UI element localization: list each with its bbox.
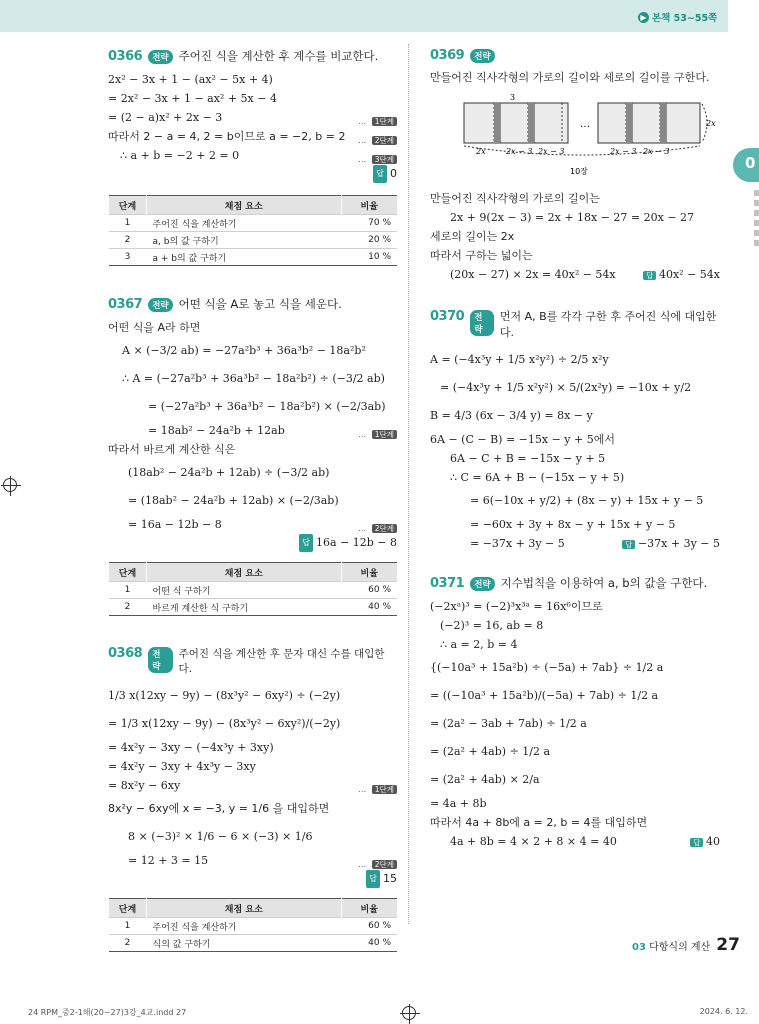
overlap-label: 3	[510, 93, 516, 102]
strategy-tag: 전략	[470, 310, 494, 336]
solution-line: = −37x + 3y − 5 답 −37x + 3y − 5	[430, 534, 720, 553]
answer: 답 0	[108, 165, 397, 183]
solution-line: = −60x + 3y + 8x − y + 15x + y − 5	[470, 518, 676, 531]
solution-line: = ((−10a³ + 15a²b)/(−5a) + 7ab) ÷ 1/2 a	[430, 689, 659, 702]
table-row: 3 a + b의 값 구하기 10 %	[109, 249, 398, 266]
solution-line: 2x² − 3x + 1 − (ax² − 5x + 4)	[108, 73, 273, 86]
strategy-tag: 전략	[470, 49, 494, 63]
page-number: 27	[716, 935, 740, 955]
solution-line: = 12 + 3 = 15 … 2단계	[108, 851, 397, 870]
solution-line: 세로의 길이는 2x	[430, 230, 515, 243]
solution-line: A = (−4x³y + 1/5 x²y²) ÷ 2/5 x²y	[430, 353, 609, 366]
page-footer	[632, 935, 740, 955]
strategy-tag: 전략	[470, 577, 494, 591]
table-row: 1 주어진 식을 계산하기 70 %	[109, 215, 398, 232]
grading-table: 단계 채점 요소 비율 1 주어진 식을 계산하기 70 % 2 a, b의 값 구하기 20 % 3 a + b의 값 구하기 10 %	[108, 195, 397, 266]
print-info: 24 RPM_중2-1해(20~27)3강_4교.indd 27 2024. 6. 12.	[28, 1007, 748, 1017]
answer: 답 40x² − 54x	[640, 265, 720, 285]
solution-line: ∴ C = 6A + B − (−15x − y + 5)	[450, 471, 625, 484]
problem-0369	[430, 48, 720, 284]
answer: 답 −37x + 3y − 5	[619, 534, 720, 554]
count-label: 10장	[570, 167, 588, 176]
table-row: 1 주어진 식을 계산하기 60 %	[109, 918, 398, 935]
arrow-right-icon: ▶	[638, 12, 649, 23]
solution-line: {(−10a³ + 15a²b) ÷ (−5a) + 7ab} ÷ 1/2 a	[430, 661, 664, 674]
problem-number: 0370	[430, 309, 465, 324]
table-row: 2 바르게 계산한 식 구하기 40 %	[109, 599, 398, 616]
problem-number: 0367	[108, 297, 143, 312]
solution-line: = 2x² − 3x + 1 − ax² + 5x − 4	[108, 92, 277, 105]
answer: 답 40	[687, 832, 720, 852]
solution-line: B = 4/3 (6x − 3/4 y) = 8x − y	[430, 409, 593, 422]
solution-line: = 18ab² − 24a²b + 12ab … 1단계	[108, 421, 397, 440]
answer-icon: 답	[643, 271, 656, 280]
strategy-tag: 전략	[148, 50, 172, 64]
solution-line: (−2)³ = 16, ab = 8	[440, 619, 544, 632]
width-label: 2x − 3	[538, 147, 565, 156]
strategy-tag: 전략	[148, 647, 172, 673]
problem-number: 0366	[108, 49, 143, 64]
solution-line: ∴ A = (−27a²b³ + 36a³b² − 18a²b²) ÷ (−3/2 ab)	[122, 372, 385, 385]
rectangles-figure	[430, 92, 720, 182]
solution-line: (18ab² − 24a²b + 12ab) ÷ (−3/2 ab)	[128, 466, 330, 479]
side-decoration	[754, 190, 759, 250]
solution-line: 따라서 2 − a = 4, 2 = b이므로 a = −2, b = 2 … 2단계	[108, 127, 397, 146]
step-marker: … 1단계	[358, 780, 397, 799]
solution-line: = 4x²y − 3xy + 4x³y − 3xy	[108, 760, 256, 773]
table-row: 2 식의 값 구하기 40 %	[109, 935, 398, 952]
solution-line: = (18ab² − 24a²b + 12ab) × (−2/3ab)	[128, 494, 339, 507]
solution-line: = 1/3 x(12xy − 9y) − (8x³y² − 6xy²)/(−2y)	[108, 717, 341, 730]
solution-line: 6A − C + B = −15x − y + 5	[450, 452, 606, 465]
chapter-side-tab: 0	[733, 148, 759, 182]
solution-line: 2x + 9(2x − 3) = 2x + 18x − 27 = 20x − 27	[450, 211, 695, 224]
right-column	[430, 48, 720, 851]
width-label: 2x − 3	[610, 147, 637, 156]
step-marker: … 2단계	[358, 131, 397, 150]
problem-strategy: 어떤 식을 A로 놓고 식을 세운다.	[178, 297, 342, 311]
solution-line: = (2a² + 4ab) ÷ 1/2 a	[430, 745, 551, 758]
solution-line: = 8x²y − 6xy … 1단계	[108, 776, 397, 795]
left-column	[108, 48, 397, 952]
solution-line: = (−4x³y + 1/5 x²y²) × 5/(2x²y) = −10x + y/2	[440, 381, 692, 394]
table-row: 1 어떤 식 구하기 60 %	[109, 582, 398, 599]
answer-icon: 답	[690, 838, 703, 847]
problem-strategy: 주어진 식을 계산한 후 계수를 비교한다.	[178, 49, 379, 63]
problem-strategy: 주어진 식을 계산한 후 문자 대신 수를 대입한다.	[178, 648, 385, 675]
ellipsis: …	[580, 119, 590, 130]
solution-line: 따라서 구하는 넓이는	[430, 249, 533, 262]
width-label: 2x − 3	[643, 147, 670, 156]
problem-strategy: 만들어진 직사각형의 가로의 길이와 세로의 길이를 구한다.	[430, 71, 710, 84]
problem-number: 0369	[430, 48, 465, 63]
step-marker: … 1단계	[358, 425, 397, 444]
solution-line: 6A − (C − B) = −15x − y + 5에서	[430, 433, 615, 446]
answer: 답 16a − 12b − 8	[108, 534, 397, 552]
solution-line: = 16a − 12b − 8 … 2단계	[108, 515, 397, 534]
solution-line: 어떤 식을 A라 하면	[108, 321, 201, 334]
registration-mark-icon	[3, 478, 17, 492]
solution-line: = 6(−10x + y/2) + (8x − y) + 15x + y − 5	[470, 494, 704, 507]
solution-line: 8 × (−3)² × 1/6 − 6 × (−3) × 1/6	[128, 830, 313, 843]
solution-line: ∴ a = 2, b = 4	[440, 638, 518, 651]
grading-table: 단계 채점 요소 비율 1 주어진 식을 계산하기 60 % 2 식의 값 구하기 40 %	[108, 898, 397, 952]
solution-line: 따라서 4a + 8b에 a = 2, b = 4를 대입하면	[430, 816, 648, 829]
solution-line: = (2a² + 4ab) × 2/a	[430, 773, 540, 786]
solution-line: 1/3 x(12xy − 9y) − (8x³y² − 6xy²) ÷ (−2y)	[108, 689, 341, 702]
solution-line: 만들어진 직사각형의 가로의 길이는	[430, 192, 600, 205]
page-reference: ▶ 본책 53~55쪽	[638, 10, 717, 24]
step-marker: … 2단계	[358, 519, 397, 538]
width-label: 2x	[476, 147, 486, 156]
chapter-title: 03 다항식의 계산	[632, 942, 711, 953]
problem-0368	[108, 646, 397, 952]
solution-line: 4a + 8b = 4 × 2 + 8 × 4 = 40 답 40	[430, 832, 720, 851]
height-label: 2x	[706, 119, 716, 128]
solution-line: (20x − 27) × 2x = 40x² − 54x 답 40x² − 54x	[430, 265, 720, 284]
width-label: 2x − 3	[506, 147, 533, 156]
solution-line: = (−27a²b³ + 36a³b² − 18a²b²) × (−2/3ab)	[148, 400, 386, 413]
answer-icon: 답	[373, 165, 387, 183]
solution-line: = (2a² − 3ab + 7ab) ÷ 1/2 a	[430, 717, 587, 730]
problem-0370	[430, 308, 720, 553]
strategy-tag: 전략	[148, 298, 172, 312]
header-bar	[0, 0, 728, 32]
solution-line: = (2 − a)x² + 2x − 3 … 1단계	[108, 108, 397, 127]
step-marker: … 3단계	[358, 150, 397, 169]
column-divider	[408, 44, 409, 924]
problem-number: 0368	[108, 646, 143, 661]
grading-table: 단계 채점 요소 비율 1 어떤 식 구하기 60 % 2 바르게 계산한 식 구하기 40 %	[108, 562, 397, 616]
problem-0367	[108, 296, 397, 616]
solution-line: (−2xᵃ)³ = (−2)³x³ᵃ = 16x⁶이므로	[430, 600, 603, 613]
solution-line: 따라서 바르게 계산한 식은	[108, 443, 236, 456]
table-row: 2 a, b의 값 구하기 20 %	[109, 232, 398, 249]
problem-0366	[108, 48, 397, 266]
solution-line: = 4x²y − 3xy − (−4x³y + 3xy)	[108, 741, 274, 754]
step-marker: … 1단계	[358, 112, 397, 131]
solution-line: ∴ a + b = −2 + 2 = 0 … 3단계	[108, 146, 397, 165]
answer-icon: 답	[299, 534, 313, 552]
solution-line: = 4a + 8b	[430, 797, 487, 810]
answer-icon: 답	[622, 540, 635, 549]
solution-line: 8x²y − 6xy에 x = −3, y = 1/6 을 대입하면	[108, 802, 330, 815]
problem-strategy: 지수법칙을 이용하여 a, b의 값을 구한다.	[500, 576, 708, 590]
problem-number: 0371	[430, 576, 465, 591]
problem-0371	[430, 575, 720, 851]
answer: 답 15	[108, 870, 397, 888]
problem-strategy: 먼저 A, B를 각각 구한 후 주어진 식에 대입한다.	[499, 310, 717, 339]
step-marker: … 2단계	[358, 855, 397, 874]
answer-icon: 답	[366, 870, 380, 888]
solution-line: A × (−3/2 ab) = −27a²b³ + 36a³b² − 18a²b²	[122, 344, 366, 357]
